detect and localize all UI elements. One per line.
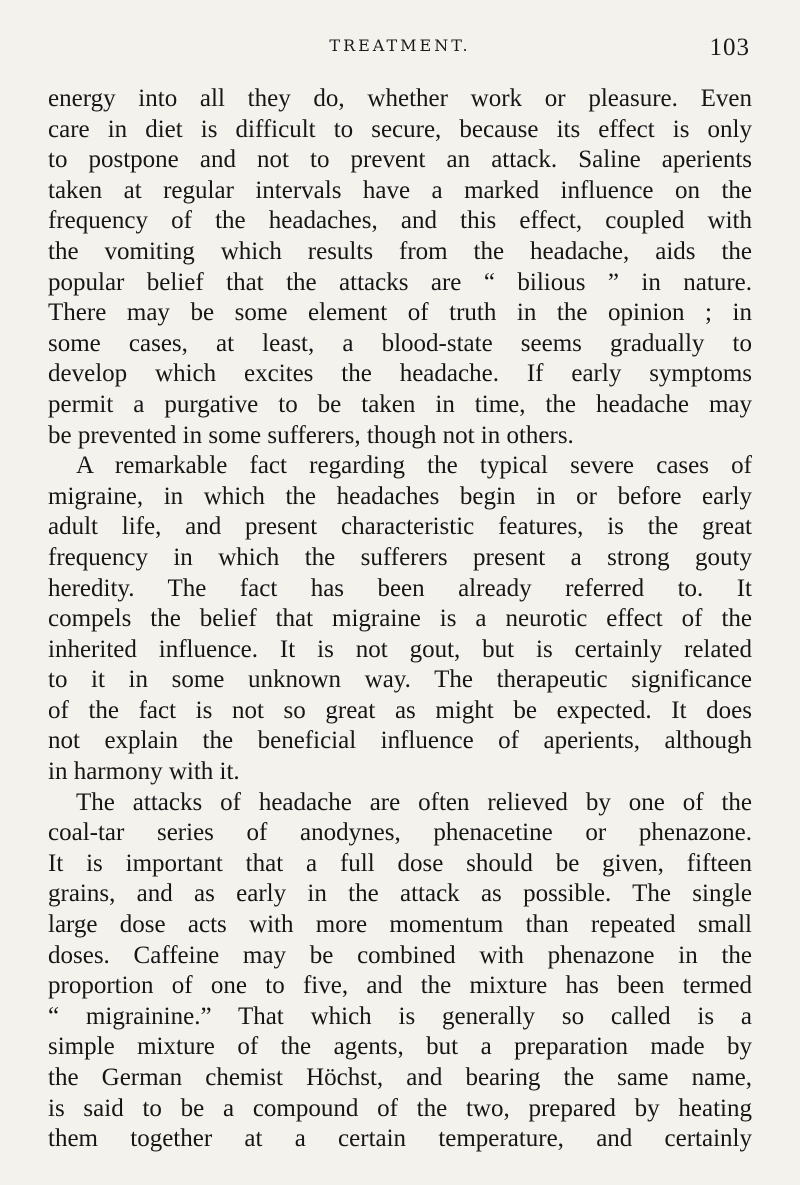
page-number: 103 bbox=[709, 34, 750, 61]
text-line: coal-tar series of anodynes, phenacetine or phenazone. bbox=[48, 819, 752, 847]
text-line: the vomiting which results from the headache, aids the bbox=[48, 237, 752, 265]
text-line: not explain the beneficial influence of aperients, although bbox=[48, 727, 752, 755]
text-line: taken at regular intervals have a marked influence on the bbox=[48, 176, 752, 204]
page-header bbox=[0, 34, 800, 64]
text-line: care in diet is difficult to secure, because its effect is only bbox=[48, 115, 752, 143]
text-line: them together at a certain temperature, and certainly bbox=[48, 1125, 752, 1153]
text-line: doses. Caffeine may be combined with phenazone in the bbox=[48, 941, 752, 969]
text-line: grains, and as early in the attack as possible. The single bbox=[48, 880, 752, 908]
body-text bbox=[48, 84, 752, 1155]
text-line: migraine, in which the headaches begin in or before early bbox=[48, 482, 752, 510]
text-line: inherited influence. It is not gout, but is certainly related bbox=[48, 635, 752, 663]
text-line: adult life, and present characteristic features, is the great bbox=[48, 513, 752, 541]
text-line: permit a purgative to be taken in time, the headache may bbox=[48, 390, 752, 418]
text-line: A remarkable fact regarding the typical severe cases of bbox=[76, 452, 752, 480]
text-line: the German chemist Höchst, and bearing the same name, bbox=[48, 1064, 752, 1091]
text-line: proportion of one to five, and the mixture has been termed bbox=[48, 972, 752, 1000]
text-line: frequency of the headaches, and this effect, coupled with bbox=[48, 207, 752, 235]
text-line: is said to be a compound of the two, prepared by heating bbox=[48, 1094, 752, 1122]
text-line: popular belief that the attacks are “ bilious ” in nature. bbox=[48, 268, 752, 296]
text-line: It is important that a full dose should be given, fifteen bbox=[48, 849, 752, 877]
text-line: of the fact is not so great as might be expected. It does bbox=[48, 696, 752, 724]
text-line: to postpone and not to prevent an attack. Saline aperients bbox=[48, 146, 752, 174]
text-line: There may be some element of truth in the opinion ; in bbox=[48, 299, 752, 327]
text-line: simple mixture of the agents, but a preparation made by bbox=[48, 1033, 752, 1061]
text-line: be prevented in some sufferers, though not in others. bbox=[48, 421, 574, 449]
running-head: TREATMENT. bbox=[329, 36, 471, 55]
text-line: compels the belief that migraine is a neurotic effect of the bbox=[48, 605, 752, 633]
text-line: some cases, at least, a blood-state seems gradually to bbox=[48, 329, 752, 357]
text-line: to it in some unknown way. The therapeutic significance bbox=[48, 666, 752, 694]
text-line: in harmony with it. bbox=[48, 758, 240, 786]
text-line: The attacks of headache are often relieved by one of the bbox=[76, 788, 752, 816]
text-line: “ migrainine.” That which is generally so called is a bbox=[48, 1002, 752, 1030]
text-line: energy into all they do, whether work or pleasure. Even bbox=[48, 85, 752, 112]
text-line: heredity. The fact has been already referred to. It bbox=[48, 574, 752, 602]
text-line: large dose acts with more momentum than repeated small bbox=[48, 911, 752, 939]
text-line: frequency in which the sufferers present a strong gouty bbox=[48, 543, 752, 571]
text-line: develop which excites the headache. If early symptoms bbox=[48, 360, 752, 388]
